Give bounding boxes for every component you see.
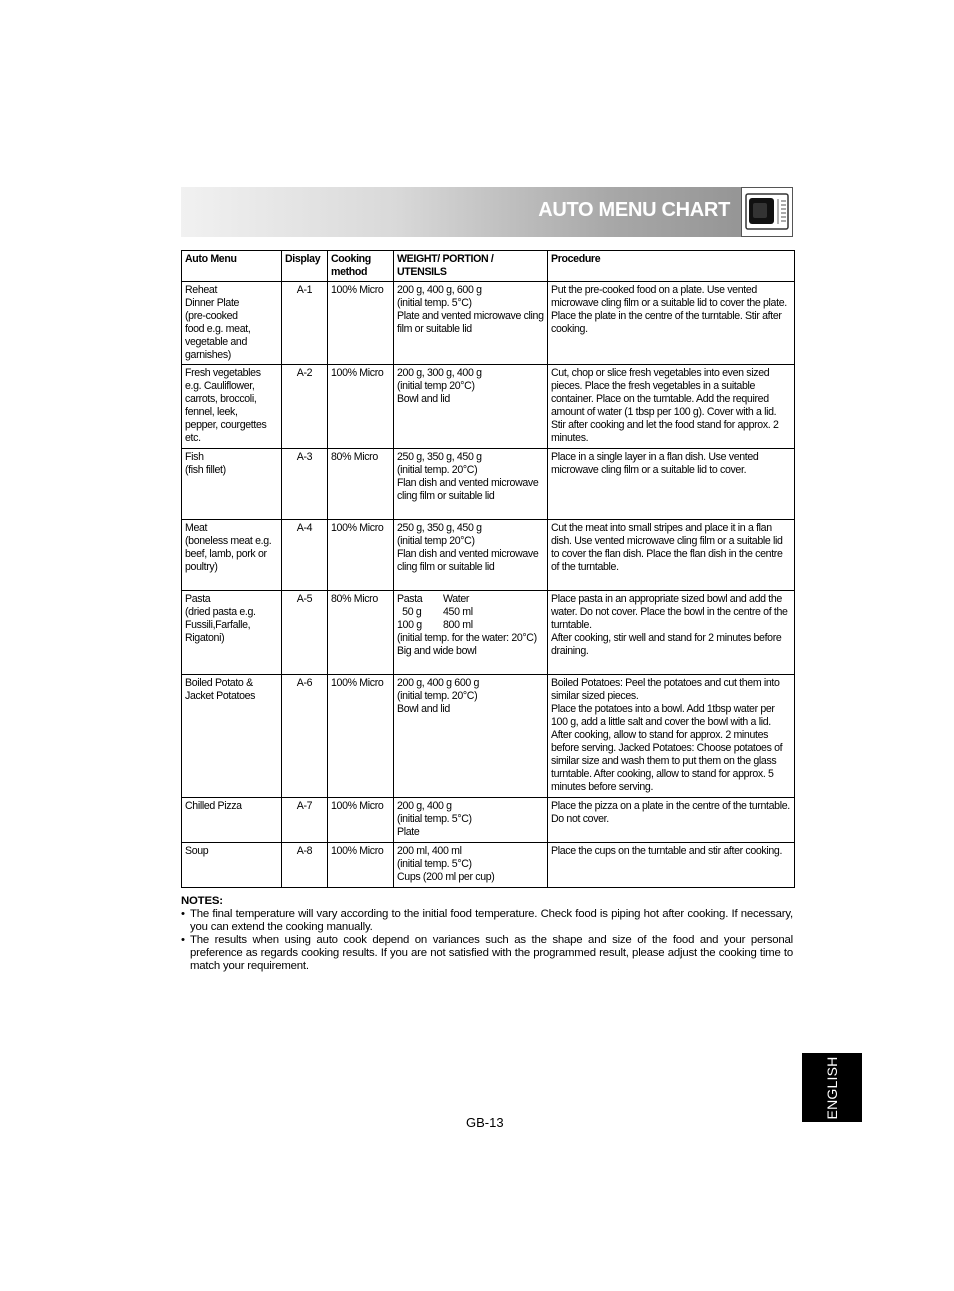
menu-cell: Soup [182, 843, 282, 888]
display-cell: A-2 [282, 365, 328, 449]
procedure-cell: Boiled Potatoes: Peel the potatoes and cut them into similar sized pieces. Place the potatoes into a bowl. Add 1tbsp water per 100 g, add a little salt and cover the bowl with a lid. After cooking, allow to stand for approx. 2 minutes before serving. Jacked Potatoes: Choose potatoes of similar size and wash them to put them on the glass turntable. After cooking, allow to stand for approx. 5 minutes before serving. [548, 675, 795, 798]
table-row [182, 449, 795, 520]
menu-cell: Pasta (dried pasta e.g. Fussili,Farfalle, Rigatoni) [182, 591, 282, 675]
table-row [182, 520, 795, 591]
display-cell: A-4 [282, 520, 328, 591]
weight-cell [394, 591, 548, 675]
page-number: GB-13 [466, 1115, 504, 1130]
pasta-amount: 100 g [397, 619, 422, 631]
notes-section [181, 895, 793, 973]
method-cell: 100% Micro [328, 365, 394, 449]
method-cell: 100% Micro [328, 520, 394, 591]
weight-cell: 200 g, 400 g (initial temp. 5°C) Plate [394, 798, 548, 843]
note-item: • The final temperature will vary according to the initial food temperature. Check food is piping hot after cooking. If necessary, you can extend the cooking manually. [181, 908, 793, 934]
procedure-cell: Place in a single layer in a flan dish. Use vented microwave cling film or a suitable lid to cover. [548, 449, 795, 520]
method-cell: 100% Micro [328, 282, 394, 365]
menu-cell: Meat (boneless meat e.g. beef, lamb, pork or poultry) [182, 520, 282, 591]
weight-cell: 200 g, 400 g 600 g (initial temp. 20°C) Bowl and lid [394, 675, 548, 798]
column-header: Auto Menu [182, 251, 282, 282]
chart-header [181, 187, 793, 237]
notes-title: NOTES: [181, 895, 223, 907]
page-title: AUTO MENU CHART [538, 199, 730, 221]
display-cell: A-5 [282, 591, 328, 675]
procedure-cell: Place pasta in an appropriate sized bowl and add the water. Do not cover. Place the bowl in the centre of the turntable. After cooking, stir well and stand for 2 minutes before draining. [548, 591, 795, 675]
weight-cell: 200 g, 300 g, 400 g (initial temp 20°C) Bowl and lid [394, 365, 548, 449]
weight-cell: 250 g, 350 g, 450 g (initial temp. 20°C) Flan dish and vented microwave cling film or suitable lid [394, 449, 548, 520]
menu-cell: Chilled Pizza [182, 798, 282, 843]
menu-cell: Fish (fish fillet) [182, 449, 282, 520]
weight-cell: 200 ml, 400 ml (initial temp. 5°C) Cups (200 ml per cup) [394, 843, 548, 888]
table-row [182, 282, 795, 365]
table-row [182, 675, 795, 798]
table-row [182, 798, 795, 843]
display-cell: A-1 [282, 282, 328, 365]
weight-cell: 200 g, 400 g, 600 g (initial temp. 5°C) Plate and vented microwave cling film or suitable lid [394, 282, 548, 365]
note-item: • The results when using auto cook depend on variances such as the shape and size of the food and your personal preference as regards cooking results. If you are not satisfied with the programmed result, please adjust the cooking time to match your requirement. [181, 934, 793, 973]
display-cell: A-8 [282, 843, 328, 888]
column-header: Display [282, 251, 328, 282]
display-cell: A-7 [282, 798, 328, 843]
table-header-row [182, 251, 795, 282]
weight-text: (initial temp. for the water: 20°C) Big and wide bowl [397, 632, 537, 657]
procedure-cell: Place the cups on the turntable and stir after cooking. [548, 843, 795, 888]
weight-cell: 250 g, 350 g, 450 g (initial temp 20°C) Flan dish and vented microwave cling film or suitable lid [394, 520, 548, 591]
table-row [182, 591, 795, 675]
pasta-water-grid [397, 593, 544, 632]
auto-menu-table [181, 250, 795, 888]
procedure-cell: Place the pizza on a plate in the centre of the turntable. Do not cover. [548, 798, 795, 843]
method-cell: 100% Micro [328, 675, 394, 798]
pasta-header: Pasta [397, 593, 423, 605]
procedure-cell: Put the pre-cooked food on a plate. Use vented microwave cling film or a suitable lid to cover the plate. Place the plate in the centre of the turntable. Stir after cooking. [548, 282, 795, 365]
pasta-amount: 50 g [397, 606, 422, 618]
column-header: Procedure [548, 251, 795, 282]
notes-list [181, 908, 793, 973]
display-cell: A-6 [282, 675, 328, 798]
method-cell: 100% Micro [328, 843, 394, 888]
procedure-cell: Cut, chop or slice fresh vegetables into even sized pieces. Place the fresh vegetables in a suitable container. Place on the turntable. Add the required amount of water (1 tbsp per 100 g). Cover with a lid. Stir after cooking and let the food stand for approx. 2 minutes. [548, 365, 795, 449]
microwave-icon-box [741, 187, 793, 237]
table-row [182, 365, 795, 449]
menu-cell: Reheat Dinner Plate (pre-cooked food e.g. meat, vegetable and garnishes) [182, 282, 282, 365]
method-cell: 80% Micro [328, 591, 394, 675]
method-cell: 100% Micro [328, 798, 394, 843]
table-row [182, 843, 795, 888]
microwave-icon [745, 193, 789, 231]
water-amount: 450 ml [443, 606, 473, 618]
method-cell: 80% Micro [328, 449, 394, 520]
water-header: Water [443, 593, 470, 605]
column-header: WEIGHT/ PORTION / UTENSILS [394, 251, 548, 282]
language-tab [802, 1053, 862, 1122]
menu-cell: Boiled Potato & Jacket Potatoes [182, 675, 282, 798]
menu-cell: Fresh vegetables e.g. Cauliflower, carrots, broccoli, fennel, leek, pepper, courgettes etc. [182, 365, 282, 449]
water-amount: 800 ml [443, 619, 473, 631]
language-label: ENGLISH [824, 1056, 840, 1120]
column-header: Cooking method [328, 251, 394, 282]
display-cell: A-3 [282, 449, 328, 520]
procedure-cell: Cut the meat into small stripes and place it in a flan dish. Use vented microwave cling film or a suitable lid to cover the flan dish. Place the flan dish in the centre of the turntable. [548, 520, 795, 591]
